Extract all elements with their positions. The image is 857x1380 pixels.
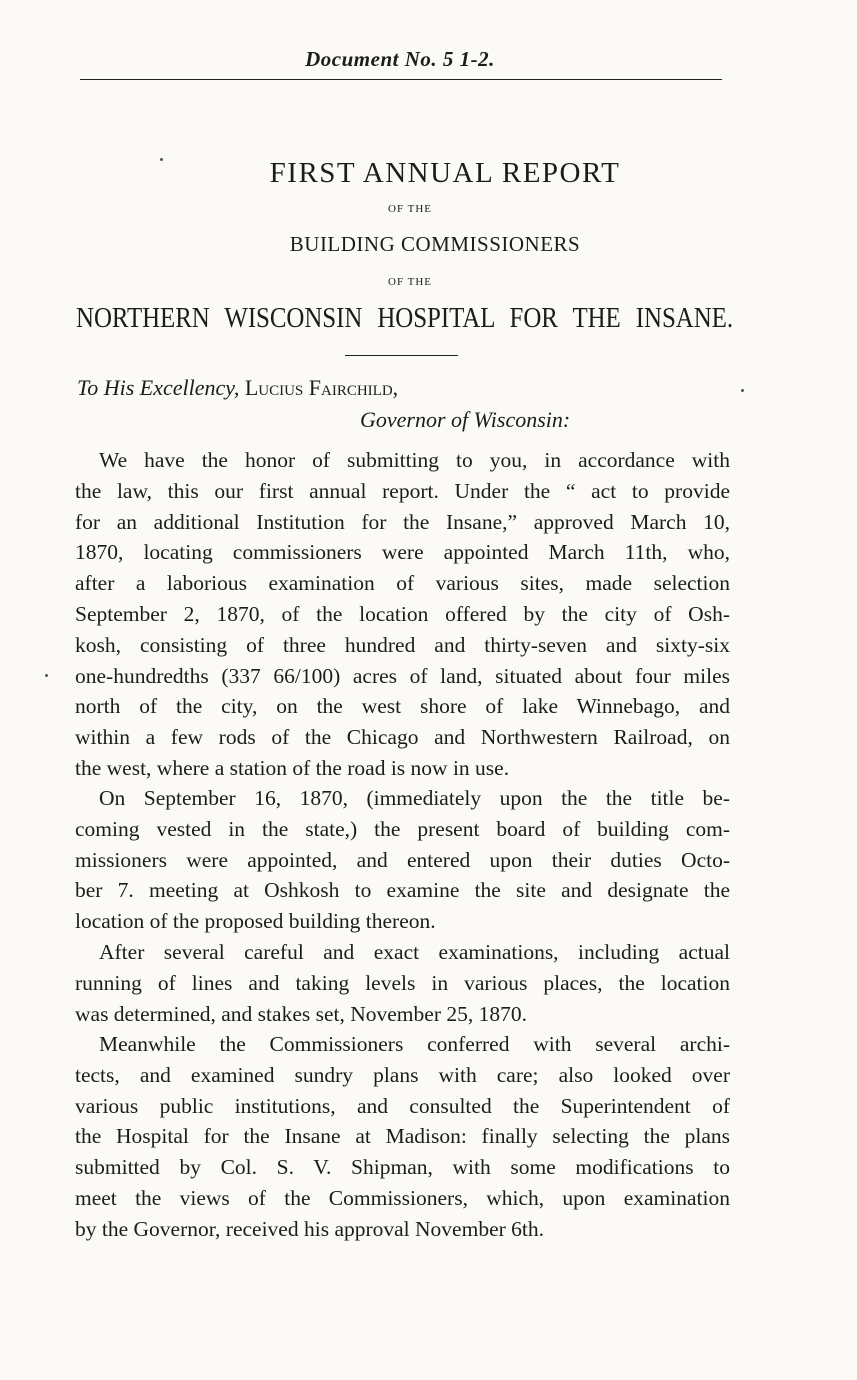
text-line: September 2, 1870, of the location offered by the city of Osh-	[75, 601, 730, 626]
text-line: one-hundredths (337 66/100) acres of land, situated about four miles	[75, 663, 730, 688]
institution-name: NORTHERN WISCONSIN HOSPITAL FOR THE INSANE.	[76, 303, 733, 334]
text-line: was determined, and stakes set, November 25, 1870.	[75, 1001, 527, 1026]
salutation	[77, 375, 398, 401]
title-connector-2: OF THE	[388, 276, 432, 288]
report-title: FIRST ANNUAL REPORT	[269, 157, 621, 189]
text-line: north of the city, on the west shore of lake Winnebago, and	[75, 694, 730, 719]
paragraph-2	[75, 783, 730, 937]
document-number: Document No. 5 1-2.	[305, 47, 495, 71]
paragraph-4	[75, 1029, 730, 1245]
paragraph-1	[75, 445, 730, 784]
title-rule	[345, 355, 458, 356]
text-line: for an additional Institution for the Insane,” approved March 10,	[75, 509, 730, 534]
salutation-address: To His Excellency,	[77, 375, 240, 400]
text-line: coming vested in the state,) the present board of building com-	[75, 816, 730, 841]
text-line: We have the honor of submitting to you, in accordance with	[99, 448, 730, 472]
text-line: the law, this our first annual report. Under the “ act to provide	[75, 478, 730, 503]
text-line: missioners were appointed, and entered upon their duties Octo-	[75, 847, 730, 872]
report-subtitle: BUILDING COMMISSIONERS	[289, 232, 581, 256]
text-line: meet the views of the Commissioners, which, upon examination	[75, 1185, 730, 1210]
text-line: On September 16, 1870, (immediately upon the the title be-	[99, 786, 730, 810]
text-line: location of the proposed building thereon.	[75, 909, 436, 934]
text-line: the west, where a station of the road is now in use.	[75, 755, 510, 780]
text-line: kosh, consisting of three hundred and thirty-seven and sixty-six	[75, 632, 730, 657]
text-line: ber 7. meeting at Oshkosh to examine the site and designate the	[75, 878, 730, 903]
text-line: tects, and examined sundry plans with care; also looked over	[75, 1062, 730, 1087]
text-line: various public institutions, and consulted the Superintendent of	[75, 1093, 730, 1118]
text-line: After several careful and exact examinations, including actual	[99, 940, 730, 964]
salutation-title: Governor of Wisconsin:	[360, 407, 571, 432]
header-rule	[80, 79, 722, 80]
text-line: running of lines and taking levels in various places, the location	[75, 970, 730, 995]
title-connector-1: OF THE	[388, 203, 432, 215]
paragraph-3	[75, 937, 730, 1029]
text-line: 1870, locating commissioners were appointed March 11th, who,	[75, 540, 730, 565]
paper-speck	[741, 389, 744, 392]
text-line: within a few rods of the Chicago and Northwestern Railroad, on	[75, 725, 730, 750]
salutation-name: Lucius Fairchild,	[244, 375, 399, 400]
text-line: submitted by Col. S. V. Shipman, with some modifications to	[75, 1155, 730, 1180]
paper-speck	[160, 158, 163, 161]
paper-speck	[45, 674, 48, 677]
text-line: by the Governor, received his approval November 6th.	[75, 1216, 545, 1241]
text-line: Meanwhile the Commissioners conferred with several archi-	[99, 1032, 730, 1056]
text-line: after a laborious examination of various sites, made selection	[75, 571, 730, 596]
text-line: the Hospital for the Insane at Madison: finally selecting the plans	[75, 1124, 730, 1149]
